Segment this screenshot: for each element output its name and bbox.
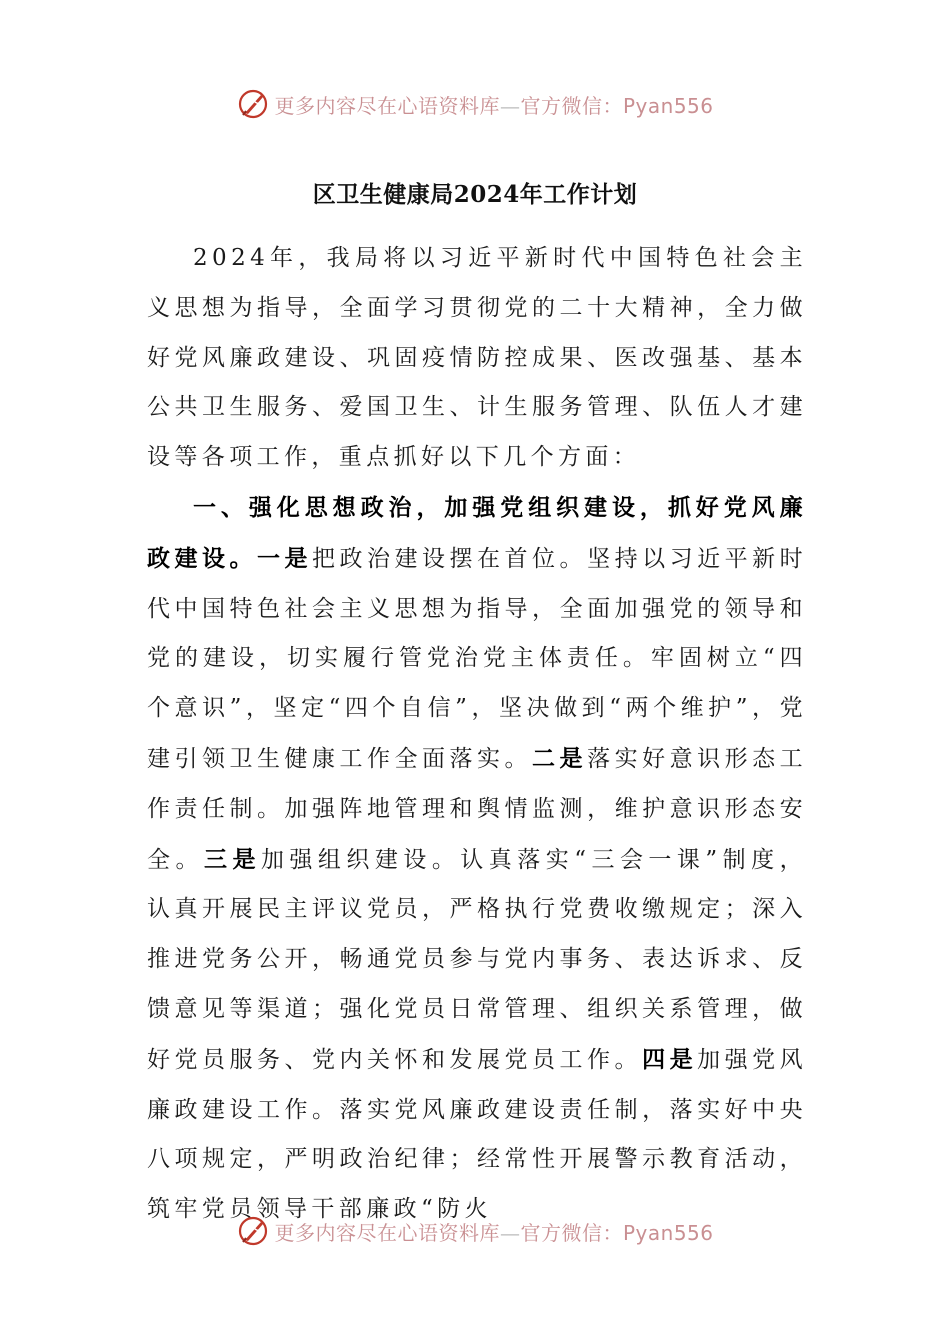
item-1-label: 一是	[257, 544, 313, 572]
watermark-banner-bottom	[0, 1211, 950, 1251]
quill-logo-icon	[236, 87, 270, 121]
watermark-brand: 更多内容尽在心语资料库	[274, 93, 500, 118]
watermark-handle: Pyan556	[622, 1220, 714, 1245]
section-1-heading: 一、强化思想政治，加强党组织建设，抓好党风廉政建设。	[147, 493, 807, 572]
watermark-separator: —	[499, 93, 521, 118]
quill-logo-icon	[236, 1214, 270, 1248]
item-4-label: 四是	[642, 1045, 698, 1073]
watermark-text	[274, 90, 713, 119]
document-title: 区卫生健康局2024年工作计划	[312, 181, 638, 208]
watermark-brand: 更多内容尽在心语资料库	[274, 1220, 500, 1245]
watermark-handle: Pyan556	[622, 93, 714, 118]
item-3-label: 三是	[203, 845, 261, 873]
watermark-text	[274, 1217, 713, 1246]
watermark-contact-label: 官方微信：	[520, 1220, 623, 1245]
watermark-separator: —	[499, 1220, 521, 1245]
document-body	[147, 234, 807, 1235]
item-3-text: 加强组织建设。认真落实“三会一课”制度，认真开展民主评议党员，严格执行党费收缴规定；深入推进党务公开，畅通党员参与党内事务、表达诉求、反馈意见等渠道；强化党员日常管理、组织关系管理，做好党员服务、党内关怀和发展党员工作。	[147, 846, 807, 1073]
item-4-text: 加强党风廉政建设工作。落实党风廉政建设责任制，落实好中央八项规定，严明政治纪律；经常性开展警示教育活动，筑牢党员领导干部廉政“防火	[147, 1046, 807, 1223]
item-2-text: 落实好意识形态工作责任制。加强阵地管理和舆情监测，维护意识形态安全。	[147, 745, 807, 873]
item-2-label: 二是	[532, 744, 588, 772]
watermark-contact-label: 官方微信：	[520, 93, 623, 118]
intro-paragraph: 2024年，我局将以习近平新时代中国特色社会主义思想为指导，全面学习贯彻党的二十大精神，全力做好党风廉政建设、巩固疫情防控成果、医改强基、基本公共卫生服务、爱国卫生、计生服务管理、队伍人才建设等各项工作，重点抓好以下几个方面：	[147, 245, 807, 471]
watermark-banner-top	[0, 84, 950, 124]
item-1-text: 把政治建设摆在首位。坚持以习近平新时代中国特色社会主义思想为指导，全面加强党的领导和党的建设，切实履行管党治党主体责任。牢固树立“四个意识”，坚定“四个自信”，坚决做到“两个维护”，党建引领卫生健康工作全面落实。	[147, 545, 807, 772]
section-1-paragraph	[147, 483, 807, 1235]
